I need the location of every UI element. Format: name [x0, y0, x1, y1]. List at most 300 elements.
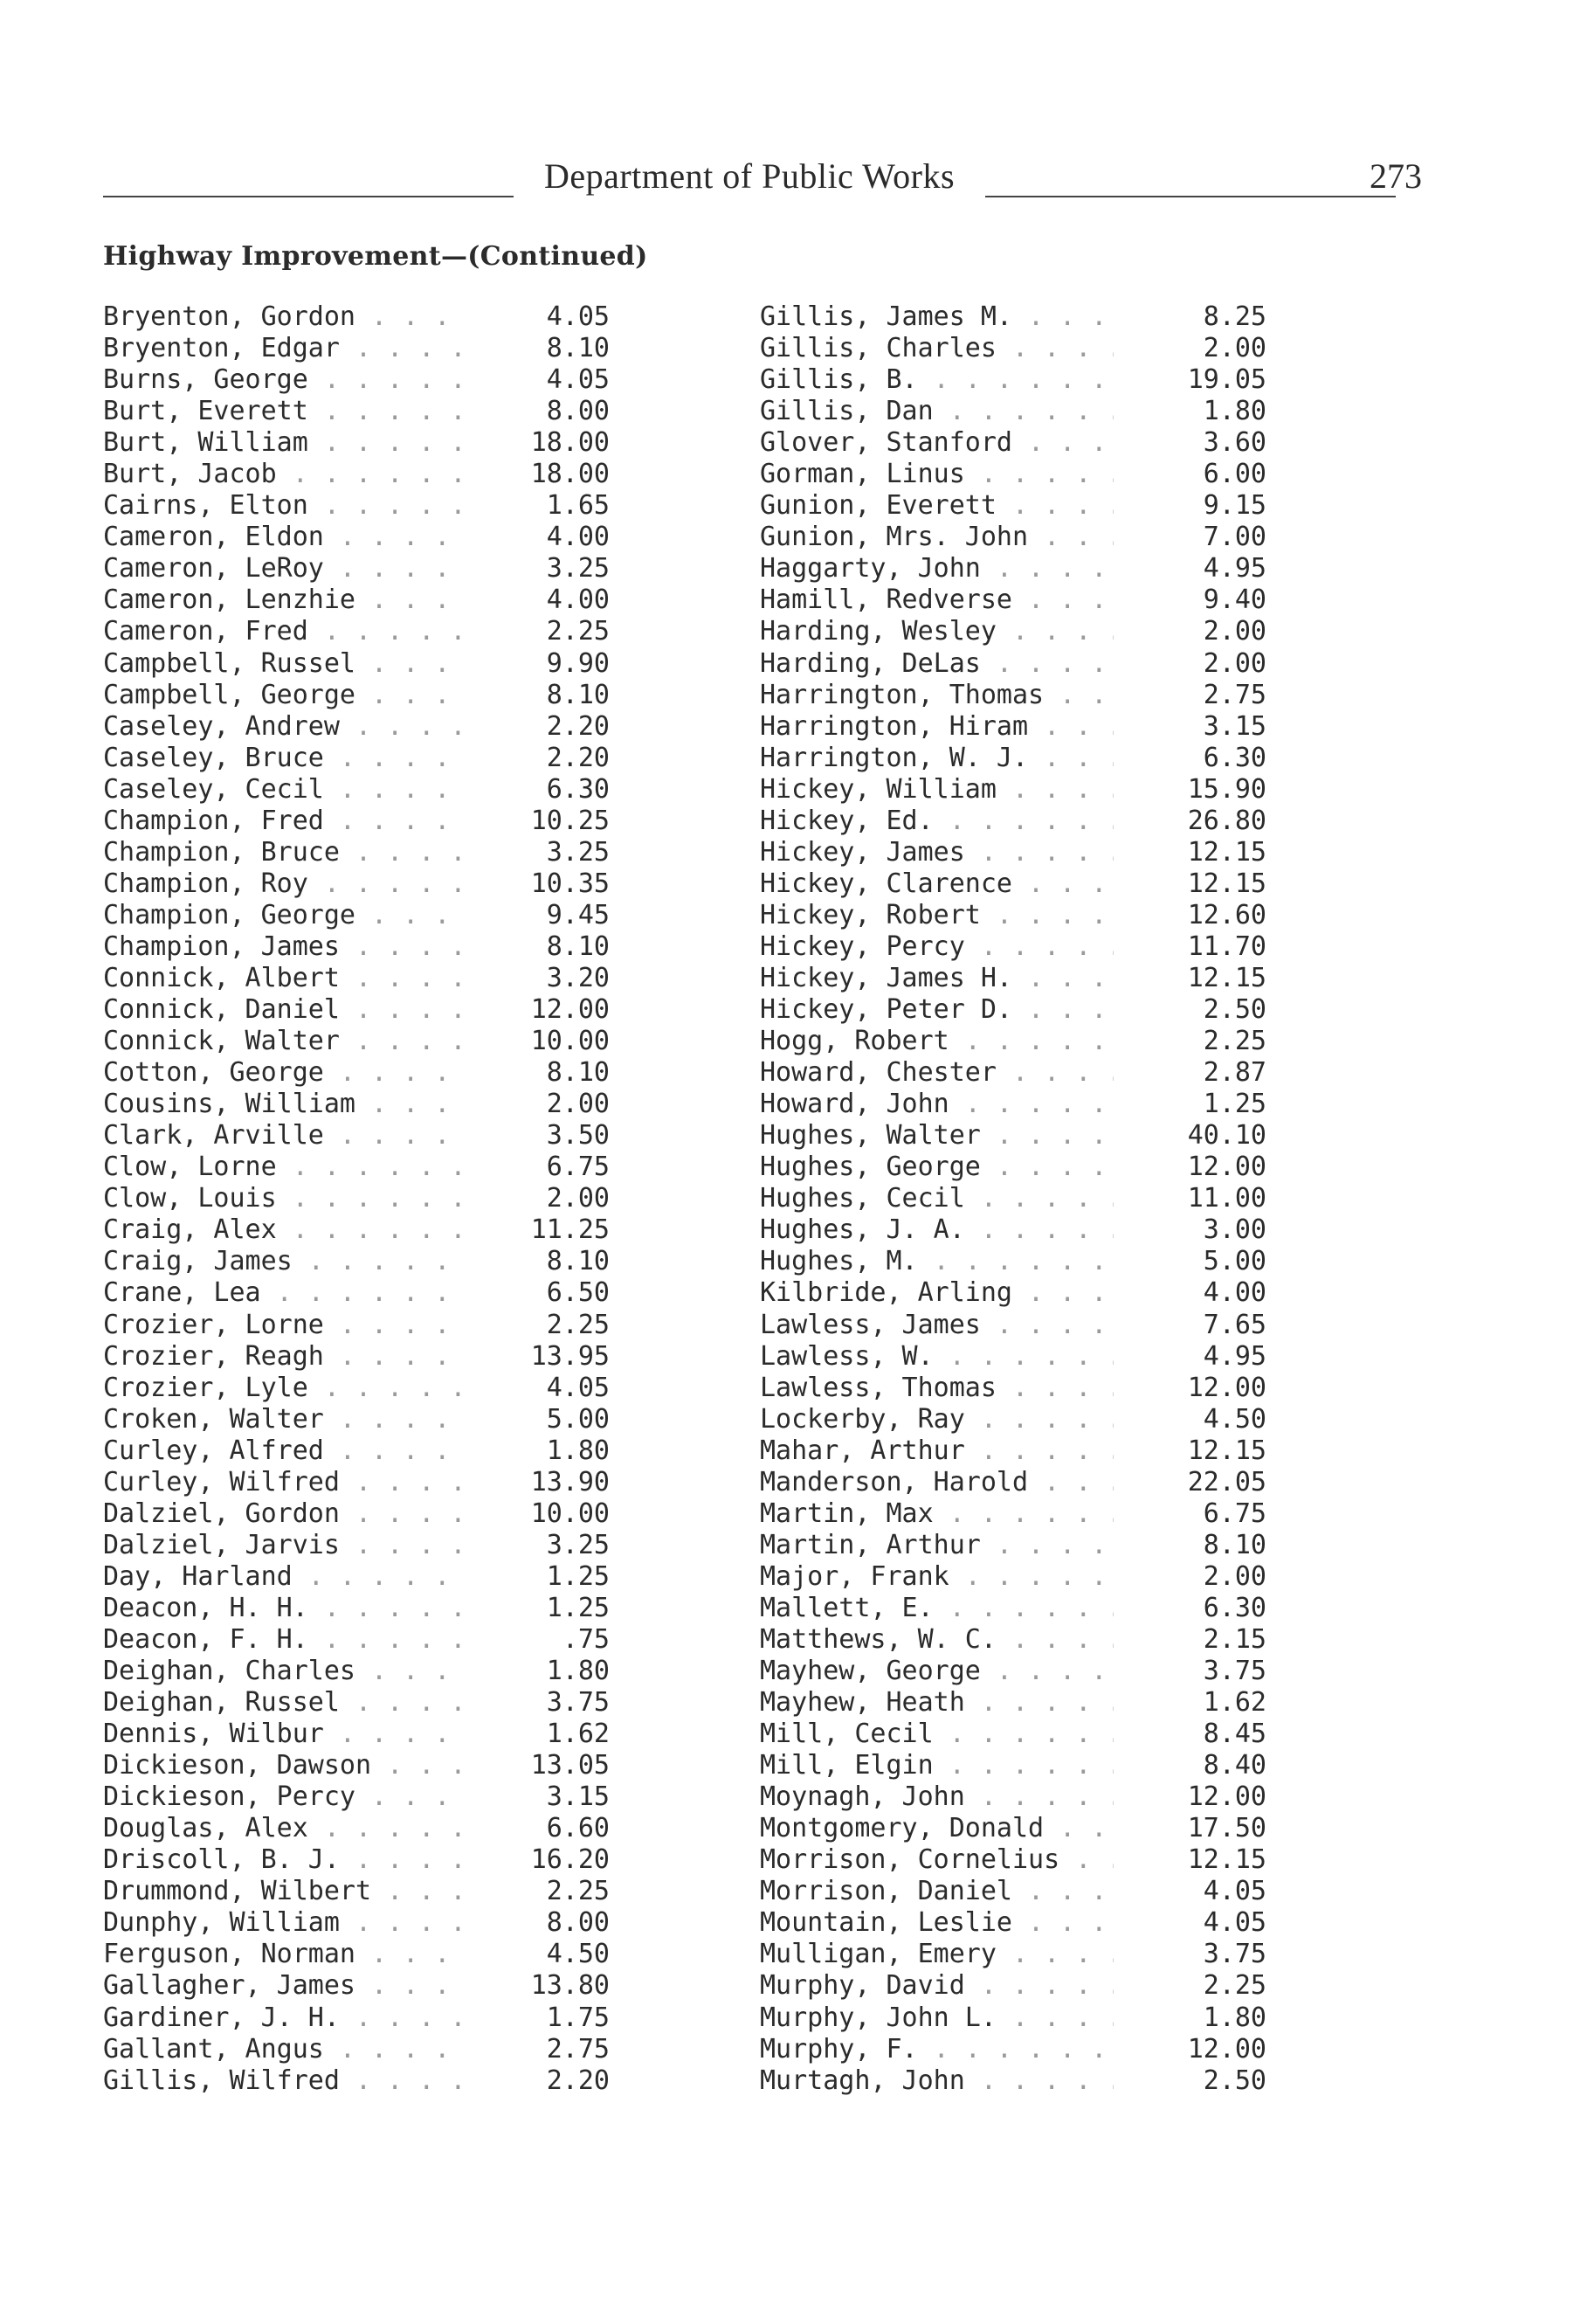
payment-amount: 4.95 [1203, 553, 1266, 584]
list-item [760, 490, 1268, 522]
payment-amount: 18.00 [530, 459, 610, 490]
list-item [103, 1781, 610, 1813]
payment-amount: 2.00 [1203, 616, 1266, 647]
list-item [103, 364, 610, 396]
list-item [103, 994, 610, 1026]
payee-name: Hickey, Percy . . . [760, 931, 1114, 963]
list-item [103, 459, 610, 490]
payment-amount: 12.15 [1187, 868, 1266, 899]
payee-name: Howard, John . . . [760, 1089, 1114, 1120]
payment-amount: 3.20 [546, 962, 610, 993]
list-item [103, 1152, 610, 1183]
list-item [103, 1719, 610, 1750]
list-item [103, 333, 610, 364]
list-item [760, 584, 1268, 616]
payee-name: Deighan, Russel . . . [103, 1687, 466, 1719]
payment-amount: 3.50 [546, 1120, 610, 1152]
payment-amount: 10.00 [530, 1026, 610, 1057]
payment-amount: 4.05 [546, 301, 610, 332]
payee-name: Clow, Lorne . . . [103, 1152, 466, 1183]
payment-amount: 12.60 [1187, 899, 1266, 930]
payee-name: Douglas, Alex . . . [103, 1813, 466, 1844]
list-item [103, 680, 610, 711]
list-item [760, 743, 1268, 774]
payee-name: Burns, George . . . [103, 364, 466, 396]
payment-amount: 22.05 [1187, 1466, 1266, 1497]
payment-amount: 8.00 [546, 1907, 610, 1939]
payee-name: Crane, Lea . . . [103, 1277, 466, 1309]
payment-amount: 3.15 [1203, 710, 1266, 742]
payment-amount: 13.90 [530, 1466, 610, 1497]
list-item [103, 1750, 610, 1781]
payment-amount: 1.62 [546, 1719, 610, 1750]
payment-amount: 1.80 [1203, 2002, 1266, 2033]
payment-amount: 9.45 [546, 899, 610, 930]
payee-name: Gillis, Wilfred . . . [103, 2065, 466, 2097]
list-item [103, 743, 610, 774]
payment-amount: 2.00 [546, 1089, 610, 1120]
list-item [103, 774, 610, 806]
payment-amount: 12.00 [1187, 1152, 1266, 1183]
payment-amount: 2.00 [1203, 647, 1266, 679]
header-rule-left [103, 196, 514, 197]
list-item [103, 1687, 610, 1719]
list-item [103, 1435, 610, 1467]
payee-name: Hickey, Ed. . . . [760, 806, 1114, 837]
payment-amount: 2.25 [546, 616, 610, 647]
payee-name: Harding, Wesley . . . [760, 616, 1114, 647]
payee-name: Lawless, W. . . . [760, 1341, 1114, 1373]
payment-amount: 26.80 [1187, 805, 1266, 836]
payment-amount: 3.75 [546, 1687, 610, 1719]
payee-name: Harrington, W. J. . . . [760, 743, 1114, 774]
payee-name: Hickey, Clarence . . . [760, 868, 1114, 900]
list-item [760, 459, 1268, 490]
payment-amount: 6.30 [1203, 1592, 1266, 1623]
payment-amount: 4.00 [546, 522, 610, 553]
payment-amount: 8.10 [546, 1246, 610, 1277]
payee-name: Campbell, George . . . [103, 680, 466, 711]
payee-name: Murtagh, John . . . [760, 2065, 1114, 2097]
list-item [760, 1844, 1268, 1876]
payment-amount: 2.20 [546, 742, 610, 773]
payee-name: Hughes, George . . . [760, 1152, 1114, 1183]
payment-amount: 10.35 [530, 868, 610, 899]
payee-name: Lawless, Thomas . . . [760, 1373, 1114, 1404]
payee-name: Cameron, Eldon . . . [103, 522, 466, 553]
payment-amount: 16.20 [530, 1844, 610, 1876]
payment-amount: 2.00 [1203, 333, 1266, 364]
page-header [103, 156, 1422, 199]
list-item [103, 490, 610, 522]
payment-amount: 1.25 [546, 1560, 610, 1592]
list-item [103, 522, 610, 553]
payee-name: Curley, Wilfred . . . [103, 1467, 466, 1498]
payment-amount: 6.30 [546, 773, 610, 805]
payee-name: Mountain, Leslie . . . [760, 1907, 1114, 1939]
page-title: Department of Public Works [543, 156, 956, 196]
payee-name: Driscoll, B. J. . . . [103, 1844, 466, 1876]
list-item [760, 1214, 1268, 1246]
list-item [760, 2002, 1268, 2034]
payment-amount: 6.00 [1203, 459, 1266, 490]
payment-amount: 13.05 [530, 1750, 610, 1781]
list-item [760, 1656, 1268, 1687]
list-item [103, 396, 610, 427]
list-item [760, 1813, 1268, 1844]
payment-amount: 4.05 [1203, 1876, 1266, 1907]
payment-amount: 3.15 [546, 1781, 610, 1813]
list-item [103, 584, 610, 616]
payee-name: Curley, Alfred . . . [103, 1435, 466, 1467]
payment-amount: 4.95 [1203, 1340, 1266, 1372]
payment-amount: 3.25 [546, 1529, 610, 1560]
payee-name: Hughes, Walter . . . [760, 1120, 1114, 1152]
payment-amount: 12.00 [1187, 1781, 1266, 1813]
payment-amount: 12.15 [1187, 1844, 1266, 1876]
payment-amount: 8.25 [1203, 301, 1266, 332]
payee-name: Hickey, James . . . [760, 837, 1114, 868]
payment-amount: 13.95 [530, 1340, 610, 1372]
payee-name: Gorman, Linus . . . [760, 459, 1114, 490]
list-item [760, 1120, 1268, 1152]
payment-amount: 9.90 [546, 647, 610, 679]
payee-name: Hughes, Cecil . . . [760, 1183, 1114, 1214]
payment-amount: 1.65 [546, 490, 610, 522]
payee-name: Mill, Cecil . . . [760, 1719, 1114, 1750]
payment-amount: 9.40 [1203, 584, 1266, 616]
list-item [760, 1404, 1268, 1435]
list-item [760, 1687, 1268, 1719]
payee-name: Hickey, Peter D. . . . [760, 994, 1114, 1026]
payment-amount: 1.80 [1203, 396, 1266, 427]
payment-amount: 2.00 [546, 1183, 610, 1214]
payee-name: Gardiner, J. H. . . . [103, 2002, 466, 2034]
list-item [103, 553, 610, 584]
list-item [103, 1373, 610, 1404]
list-item [760, 427, 1268, 459]
list-item [103, 1057, 610, 1089]
list-item [103, 1813, 610, 1844]
list-item [103, 1907, 610, 1939]
payment-amount: 2.25 [546, 1309, 610, 1340]
list-item [103, 2034, 610, 2065]
payee-name: Gunion, Everett . . . [760, 490, 1114, 522]
payment-amount: 4.05 [546, 1372, 610, 1403]
payee-name: Moynagh, John . . . [760, 1781, 1114, 1813]
payment-amount: 6.60 [546, 1813, 610, 1844]
payee-name: Hickey, James H. . . . [760, 963, 1114, 994]
list-item [760, 868, 1268, 900]
payee-name: Harrington, Hiram . . . [760, 711, 1114, 743]
list-item [760, 711, 1268, 743]
payment-amount: 12.15 [1187, 1435, 1266, 1466]
list-item [760, 1183, 1268, 1214]
payment-amount: 12.00 [530, 994, 610, 1026]
list-item [103, 900, 610, 931]
payee-name: Hughes, J. A. . . . [760, 1214, 1114, 1246]
payee-name: Bryenton, Edgar . . . [103, 333, 466, 364]
list-item [760, 1498, 1268, 1530]
list-item [760, 1907, 1268, 1939]
payment-amount: 2.20 [546, 2065, 610, 2096]
payment-amount: 6.50 [546, 1277, 610, 1309]
payment-amount: 2.87 [1203, 1057, 1266, 1089]
payment-amount: 19.05 [1187, 364, 1266, 396]
payment-amount: 8.10 [546, 1057, 610, 1089]
list-item [760, 522, 1268, 553]
payment-amount: 4.05 [546, 364, 610, 396]
list-item [760, 680, 1268, 711]
payee-name: Mayhew, George . . . [760, 1656, 1114, 1687]
payment-amount: 40.10 [1187, 1120, 1266, 1152]
payee-name: Cousins, William . . . [103, 1089, 466, 1120]
list-item [760, 837, 1268, 868]
payee-name: Mill, Elgin . . . [760, 1750, 1114, 1781]
payment-amount: 8.10 [546, 679, 610, 710]
payee-name: Gillis, B. . . . [760, 364, 1114, 396]
list-item [760, 1246, 1268, 1277]
list-item [103, 837, 610, 868]
payee-name: Mallett, E. . . . [760, 1593, 1114, 1624]
payee-name: Crozier, Lyle . . . [103, 1373, 466, 1404]
payee-name: Morrison, Cornelius . . . [760, 1844, 1114, 1876]
page-number: 273 [1370, 156, 1422, 196]
payee-name: Hickey, William . . . [760, 774, 1114, 806]
list-item [760, 2034, 1268, 2065]
list-item [760, 1467, 1268, 1498]
payment-amount: 6.75 [546, 1152, 610, 1183]
payment-amount: 12.15 [1187, 836, 1266, 868]
payment-amount: 1.80 [546, 1435, 610, 1466]
payee-name: Gillis, James M. . . . [760, 301, 1114, 333]
payee-name: Dickieson, Dawson . . . [103, 1750, 466, 1781]
left-column [103, 301, 732, 2097]
payee-name: Gallant, Angus . . . [103, 2034, 466, 2065]
list-item [103, 1341, 610, 1373]
payee-name: Montgomery, Donald . . . [760, 1813, 1114, 1844]
payment-amount: 2.25 [546, 1876, 610, 1907]
payee-name: Dennis, Wilbur . . . [103, 1719, 466, 1750]
payment-amount: 7.00 [1203, 522, 1266, 553]
payment-amount: 6.75 [1203, 1497, 1266, 1529]
list-item [103, 1970, 610, 2002]
list-item [760, 364, 1268, 396]
list-item [760, 1277, 1268, 1309]
payee-name: Bryenton, Gordon . . . [103, 301, 466, 333]
payee-name: Connick, Walter . . . [103, 1026, 466, 1057]
list-item [103, 1467, 610, 1498]
payment-amount: 2.25 [1203, 1026, 1266, 1057]
list-item [103, 2065, 610, 2097]
payee-name: Connick, Daniel . . . [103, 994, 466, 1026]
list-item [103, 1656, 610, 1687]
list-item [103, 616, 610, 647]
payment-amount: 12.00 [1187, 1372, 1266, 1403]
list-item [760, 1373, 1268, 1404]
list-item [103, 1876, 610, 1907]
list-item [760, 2065, 1268, 2097]
list-item [103, 1939, 610, 1970]
payment-amount: 8.40 [1203, 1750, 1266, 1781]
payment-amount: 5.00 [1203, 1246, 1266, 1277]
list-item [760, 1089, 1268, 1120]
list-item [103, 1026, 610, 1057]
list-item [760, 1310, 1268, 1341]
list-item [103, 1183, 610, 1214]
payee-name: Campbell, Russel . . . [103, 648, 466, 680]
list-item [103, 648, 610, 680]
payment-amount: 4.00 [1203, 1277, 1266, 1309]
payment-amount: 10.00 [530, 1497, 610, 1529]
list-item [103, 301, 610, 333]
list-item [103, 1530, 610, 1561]
list-item [760, 616, 1268, 647]
list-item [760, 333, 1268, 364]
payee-name: Howard, Chester . . . [760, 1057, 1114, 1089]
payee-name: Lawless, James . . . [760, 1310, 1114, 1341]
payment-amount: 1.25 [546, 1592, 610, 1623]
payment-amount: 1.75 [546, 2002, 610, 2033]
list-item [103, 1277, 610, 1309]
payee-name: Ferguson, Norman . . . [103, 1939, 466, 1970]
payment-amount: 1.25 [1203, 1089, 1266, 1120]
payee-name: Caseley, Cecil . . . [103, 774, 466, 806]
payment-amount: 3.00 [1203, 1214, 1266, 1246]
payment-amount: 6.30 [1203, 742, 1266, 773]
list-item [760, 1750, 1268, 1781]
payee-name: Haggarty, John . . . [760, 553, 1114, 584]
list-item [760, 648, 1268, 680]
payment-amount: 12.15 [1187, 962, 1266, 993]
payee-name: Cameron, Fred . . . [103, 616, 466, 647]
payee-name: Major, Frank . . . [760, 1561, 1114, 1593]
list-item [760, 1593, 1268, 1624]
payee-name: Cameron, LeRoy . . . [103, 553, 466, 584]
payee-name: Kilbride, Arling . . . [760, 1277, 1114, 1309]
list-item [103, 806, 610, 837]
list-item [103, 2002, 610, 2034]
payment-amount: 8.10 [1203, 1529, 1266, 1560]
payment-amount: 11.70 [1187, 930, 1266, 962]
payment-amount: 3.75 [1203, 1939, 1266, 1970]
list-item [760, 1719, 1268, 1750]
payment-amount: 9.15 [1203, 490, 1266, 522]
payee-name: Croken, Walter . . . [103, 1404, 466, 1435]
payee-name: Dickieson, Percy . . . [103, 1781, 466, 1813]
payment-amount: 3.60 [1203, 427, 1266, 459]
payee-name: Dunphy, William . . . [103, 1907, 466, 1939]
payment-amount: 15.90 [1187, 773, 1266, 805]
list-item [760, 1530, 1268, 1561]
list-item [760, 1057, 1268, 1089]
payee-name: Deacon, F. H. . . . [103, 1624, 466, 1656]
payee-name: Burt, Jacob . . . [103, 459, 466, 490]
list-item [760, 1341, 1268, 1373]
payment-amount: 2.20 [546, 710, 610, 742]
list-item [103, 931, 610, 963]
payment-amount: 4.05 [1203, 1907, 1266, 1939]
list-item [760, 301, 1268, 333]
payee-name: Crozier, Lorne . . . [103, 1310, 466, 1341]
list-item [760, 396, 1268, 427]
payee-name: Crozier, Reagh . . . [103, 1341, 466, 1373]
payment-amount: 17.50 [1187, 1813, 1266, 1844]
payment-amount: 2.00 [1203, 1560, 1266, 1592]
payee-name: Dalziel, Jarvis . . . [103, 1530, 466, 1561]
payment-amount: 1.80 [546, 1656, 610, 1687]
payee-name: Connick, Albert . . . [103, 963, 466, 994]
payee-name: Burt, Everett . . . [103, 396, 466, 427]
list-item [760, 1970, 1268, 2002]
payee-name: Gallagher, James . . . [103, 1970, 466, 2002]
payee-name: Martin, Arthur . . . [760, 1530, 1114, 1561]
payment-amount: 10.25 [530, 805, 610, 836]
payment-amount: 5.00 [546, 1403, 610, 1435]
payee-name: Champion, Bruce . . . [103, 837, 466, 868]
payee-name: Champion, Fred . . . [103, 806, 466, 837]
payee-name: Caseley, Bruce . . . [103, 743, 466, 774]
payee-name: Champion, Roy . . . [103, 868, 466, 900]
payee-name: Deacon, H. H. . . . [103, 1593, 466, 1624]
payee-name: Hamill, Redverse . . . [760, 584, 1114, 616]
list-item [103, 1593, 610, 1624]
payee-name: Dalziel, Gordon . . . [103, 1498, 466, 1530]
list-item [760, 994, 1268, 1026]
payee-name: Cotton, George . . . [103, 1057, 466, 1089]
payee-name: Gunion, Mrs. John . . . [760, 522, 1114, 553]
list-item [103, 427, 610, 459]
payment-amount: 8.00 [546, 396, 610, 427]
payment-amount: 4.50 [546, 1939, 610, 1970]
payee-name: Murphy, F. . . . [760, 2034, 1114, 2065]
payment-amount: 2.75 [546, 2033, 610, 2065]
list-item [103, 711, 610, 743]
section-heading: Highway Improvement—(Continued) [103, 241, 648, 272]
list-item [760, 806, 1268, 837]
payee-name: Day, Harland . . . [103, 1561, 466, 1593]
list-item [103, 1089, 610, 1120]
list-item [103, 1404, 610, 1435]
list-item [760, 774, 1268, 806]
payee-name: Hogg, Robert . . . [760, 1026, 1114, 1057]
payee-name: Cameron, Lenzhie . . . [103, 584, 466, 616]
payee-name: Burt, William . . . [103, 427, 466, 459]
payee-name: Mayhew, Heath . . . [760, 1687, 1114, 1719]
payment-amount: 8.45 [1203, 1719, 1266, 1750]
payee-name: Matthews, W. C. . . . [760, 1624, 1114, 1656]
payee-name: Champion, James . . . [103, 931, 466, 963]
payment-amount: 13.80 [530, 1970, 610, 2002]
payment-amount: 8.10 [546, 930, 610, 962]
payment-amount: .75 [562, 1623, 610, 1655]
payment-amount: 4.00 [546, 584, 610, 616]
list-item [760, 1876, 1268, 1907]
payee-name: Lockerby, Ray . . . [760, 1404, 1114, 1435]
list-item [103, 1624, 610, 1656]
payment-amount: 12.00 [1187, 2033, 1266, 2065]
payment-amount: 3.75 [1203, 1656, 1266, 1687]
payment-amount: 11.25 [530, 1214, 610, 1246]
list-item [103, 868, 610, 900]
payee-name: Deighan, Charles . . . [103, 1656, 466, 1687]
list-item [103, 963, 610, 994]
payee-name: Craig, Alex . . . [103, 1214, 466, 1246]
payee-name: Drummond, Wilbert . . . [103, 1876, 466, 1907]
payee-name: Glover, Stanford . . . [760, 427, 1114, 459]
payment-amount: 3.25 [546, 553, 610, 584]
list-item [103, 1214, 610, 1246]
